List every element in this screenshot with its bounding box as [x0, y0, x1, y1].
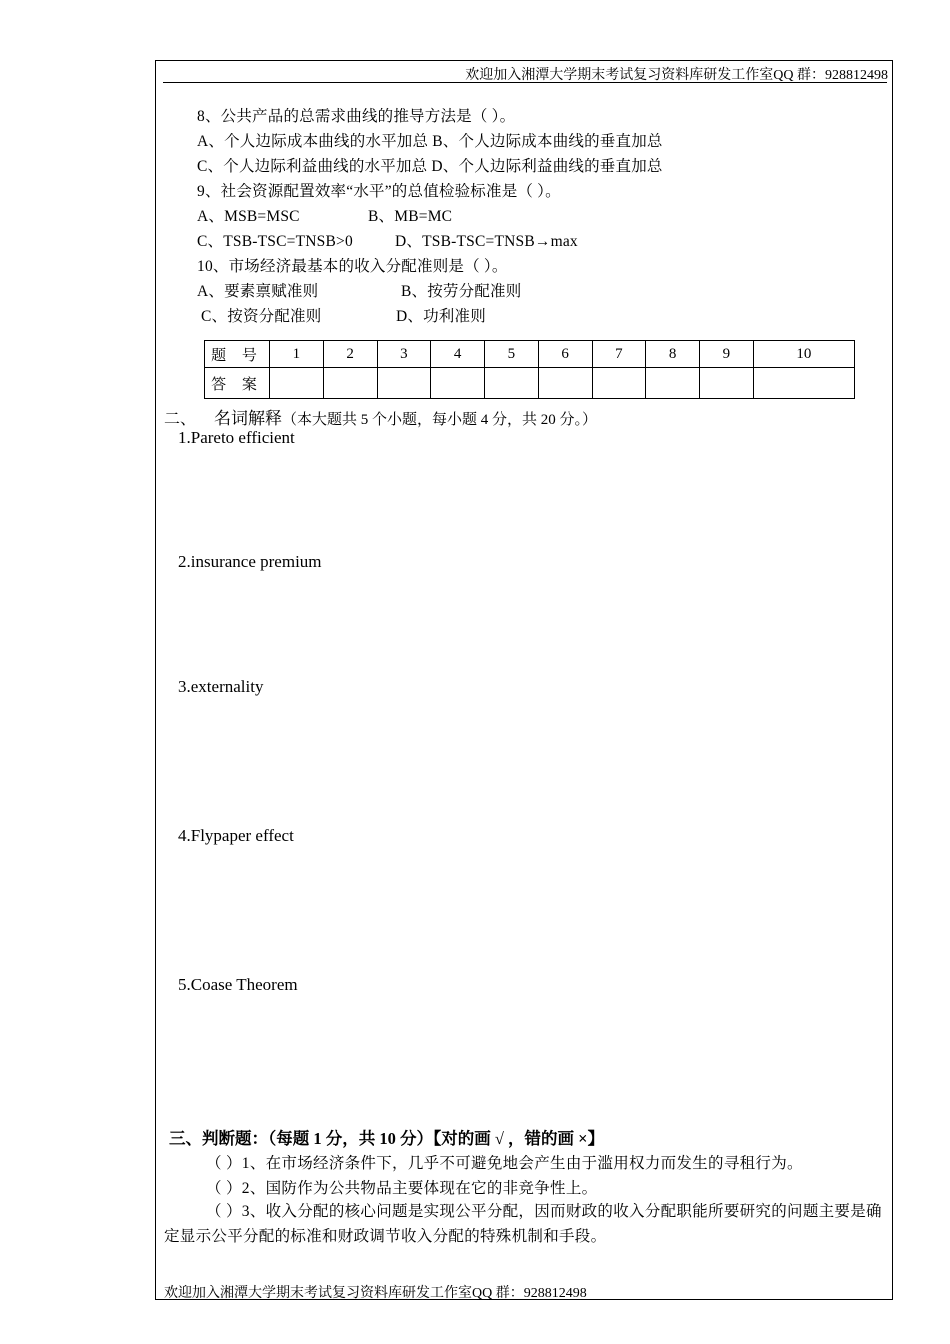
section3-note: 【对的画 √ ，错的画 ×】 — [433, 1129, 605, 1148]
q10-option-a: A、要素禀赋准则 — [197, 283, 319, 300]
q10-option-d: D、功利准则 — [396, 308, 486, 325]
answer-table-number: 5 — [485, 341, 539, 368]
section3-heading — [169, 1125, 604, 1149]
answer-table-number: 9 — [700, 341, 754, 368]
answer-table-number: 3 — [377, 341, 431, 368]
q10-stem: 10、市场经济最基本的收入分配准则是（ ）。 — [197, 258, 508, 275]
term-1: 1.Pareto efficient — [178, 428, 295, 447]
header-rule — [163, 82, 887, 83]
section2-note: （本大题共 5 个小题，每小题 4 分，共 20 分。） — [282, 412, 598, 428]
section2-heading — [164, 404, 597, 429]
q9-option-a: A、MSB=MSC — [197, 208, 300, 225]
answer-cell[interactable] — [485, 368, 539, 399]
q8-stem: 8、公共产品的总需求曲线的推导方法是（ ）。 — [197, 108, 516, 125]
answer-table-number: 10 — [753, 341, 854, 368]
q9-stem: 9、社会资源配置效率“水平”的总值检验标准是（ ）。 — [197, 183, 561, 200]
answer-cell[interactable] — [700, 368, 754, 399]
judge-item-1: （ ）1、在市场经济条件下，几乎不可避免地会产生由于滥用权力而发生的寻租行为。 — [206, 1155, 803, 1172]
answer-table — [204, 340, 855, 399]
term-4: 4.Flypaper effect — [178, 826, 294, 845]
q10-option-c: C、按资分配准则 — [201, 308, 322, 325]
footer-text: 欢迎加入湘潭大学期末考试复习资料库研发工作室QQ 群：928812498 — [164, 1286, 587, 1301]
answer-cell[interactable] — [646, 368, 700, 399]
answer-table-number: 4 — [431, 341, 485, 368]
answer-cell[interactable] — [377, 368, 431, 399]
q8-options-ab: A、个人边际成本曲线的水平加总 B、个人边际成本曲线的垂直加总 — [197, 133, 663, 150]
section2-title: 名词解释 — [214, 409, 283, 428]
answer-table-number-row — [205, 341, 855, 368]
term-3: 3.externality — [178, 677, 264, 696]
answer-table-number: 2 — [323, 341, 377, 368]
q8-options-cd: C、个人边际利益曲线的水平加总 D、个人边际利益曲线的垂直加总 — [197, 158, 663, 175]
term-5: 5.Coase Theorem — [178, 975, 298, 994]
term-2: 2.insurance premium — [178, 552, 322, 571]
judge-item-2: （ ）2、国防作为公共物品主要体现在它的非竞争性上。 — [206, 1180, 598, 1197]
section3-title: 三、判断题：（每题 1 分，共 10 分） — [169, 1129, 433, 1148]
answer-cell[interactable] — [753, 368, 854, 399]
answer-cell[interactable] — [538, 368, 592, 399]
q9-option-d: D、TSB-TSC=TNSB→max — [395, 233, 578, 250]
answer-table-number: 6 — [538, 341, 592, 368]
q9-option-b: B、MB=MC — [368, 208, 453, 225]
answer-table-label-answer: 答 案 — [205, 368, 270, 399]
header-text: 欢迎加入湘潭大学期末考试复习资料库研发工作室QQ 群：928812498 — [465, 68, 888, 83]
answer-cell[interactable] — [431, 368, 485, 399]
q10-option-b: B、按劳分配准则 — [401, 283, 522, 300]
answer-table-number: 7 — [592, 341, 646, 368]
answer-table-answer-row — [205, 368, 855, 399]
answer-table-number: 8 — [646, 341, 700, 368]
answer-table-label-number: 题 号 — [205, 341, 270, 368]
answer-cell[interactable] — [270, 368, 324, 399]
section2-number: 二、 — [164, 411, 197, 428]
q9-option-c: C、TSB-TSC=TNSB>0 — [197, 233, 353, 250]
answer-cell[interactable] — [592, 368, 646, 399]
answer-table-number: 1 — [270, 341, 324, 368]
judge-item-3: （ ）3、收入分配的核心问题是实现公平分配，因而财政的收入分配职能所要研究的问题主要是确定显示公平分配的标准和财政调节收入分配的特殊机制和手段。 — [164, 1203, 882, 1245]
answer-cell[interactable] — [323, 368, 377, 399]
